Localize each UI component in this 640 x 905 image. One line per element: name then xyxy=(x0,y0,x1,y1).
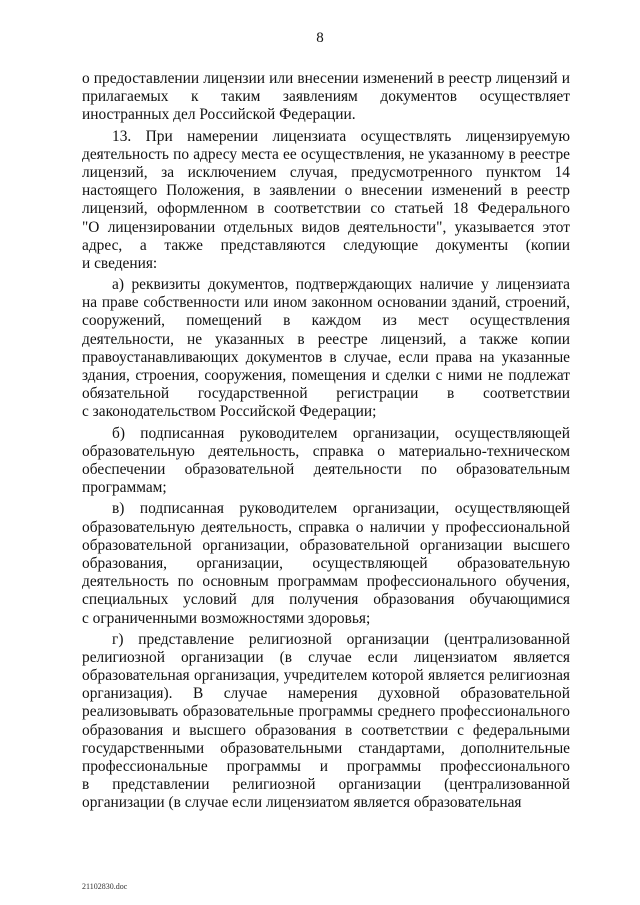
text-line: сооружений, помещений в каждом из мест осуществления xyxy=(82,312,570,330)
text-line: лицензий, за исключением случая, предусмотренного пунктом 14 xyxy=(82,163,570,181)
text-line: организации (в случае если лицензиатом является образовательная xyxy=(82,794,522,812)
text-line: государственными образовательными стандартами, дополнительные xyxy=(82,739,570,757)
text-line: на праве собственности или ином законном основании зданий, строений, xyxy=(82,294,570,312)
text-line: "О лицензировании отдельных видов деятельности", указывается этот xyxy=(82,218,570,236)
text-line: религиозной организации (в случае если лицензиатом является xyxy=(82,648,570,666)
text-line: образовательную деятельность, справка о материально-техническом xyxy=(82,442,570,460)
paragraph-item-b xyxy=(82,425,570,498)
text-line: деятельность по адресу места ее осуществления, не указанному в реестре xyxy=(82,145,570,163)
text-line: в) подписанная руководителем организации, осуществляющей xyxy=(112,500,570,518)
text-line: настоящего Положения, в заявлении о внесении изменений в реестр xyxy=(82,182,570,200)
text-line: 13. При намерении лицензиата осуществлять лицензируемую xyxy=(112,127,570,145)
text-line: правоустанавливающих документов в случае, если права на указанные xyxy=(82,348,570,366)
text-line: о предоставлении лицензии или внесении изменений в реестр лицензий и xyxy=(82,70,570,87)
text-line: адрес, а также представляются следующие документы (копии xyxy=(82,236,570,254)
text-line: прилагаемых к таким заявлениям документов осуществляет xyxy=(82,88,570,106)
text-line: в представлении религиозной организации (централизованной xyxy=(82,776,570,794)
paragraph-item-v xyxy=(82,500,570,627)
paragraph-item-a xyxy=(82,276,570,422)
page-number: 8 xyxy=(316,30,324,46)
text-line: здания, строения, сооружения, помещения и сделки с ними не подлежат xyxy=(82,367,570,385)
text-line: организация). В случае намерения духовной образовательной xyxy=(82,685,570,703)
text-line: реализовывать образовательные программы среднего профессионального xyxy=(82,703,570,721)
text-line: г) представление религиозной организации (централизованной xyxy=(112,630,570,648)
text-line: и сведения: xyxy=(82,254,158,272)
text-line: образовательную деятельность, справка о наличии у профессиональной xyxy=(82,518,570,536)
text-line: обеспечении образовательной деятельности по образовательным xyxy=(82,460,570,478)
text-line: специальных условий для получения образования обучающимися xyxy=(82,591,570,609)
paragraph-item-g xyxy=(82,631,570,813)
text-line: б) подписанная руководителем организации, осуществляющей xyxy=(112,424,570,442)
text-line: профессиональные программы и программы профессионального xyxy=(82,758,570,776)
text-line: а) реквизиты документов, подтверждающих наличие у лицензиата xyxy=(112,276,570,294)
document-body xyxy=(82,70,570,813)
text-line: образования и высшего образования в соответствии с федеральными xyxy=(82,721,570,739)
text-line: обязательной государственной регистрации в соответствии xyxy=(82,385,570,403)
text-line: лицензий, оформленном в соответствии со статьей 18 Федерального xyxy=(82,200,570,218)
text-line: иностранных дел Российской Федерации. xyxy=(82,106,356,124)
text-line: программам; xyxy=(82,479,167,497)
text-line: деятельность по основным программам профессионального обучения, xyxy=(82,573,570,591)
text-line: с законодательством Российской Федерации; xyxy=(82,403,377,421)
text-line: образовательная организация, учредителем которой является религиозная xyxy=(82,667,570,685)
paragraph-clause-13 xyxy=(82,128,570,274)
footer-filename: 21102830.doc xyxy=(82,882,128,891)
text-line: деятельности, не указанных в реестре лицензий, а также копии xyxy=(82,330,570,348)
text-line: с ограниченными возможностями здоровья; xyxy=(82,609,371,627)
text-line: образования, организации, осуществляющей образовательную xyxy=(82,554,570,572)
text-line: образовательной организации, образовательной организации высшего xyxy=(82,536,570,554)
paragraph-intro-paragraph xyxy=(82,70,570,125)
